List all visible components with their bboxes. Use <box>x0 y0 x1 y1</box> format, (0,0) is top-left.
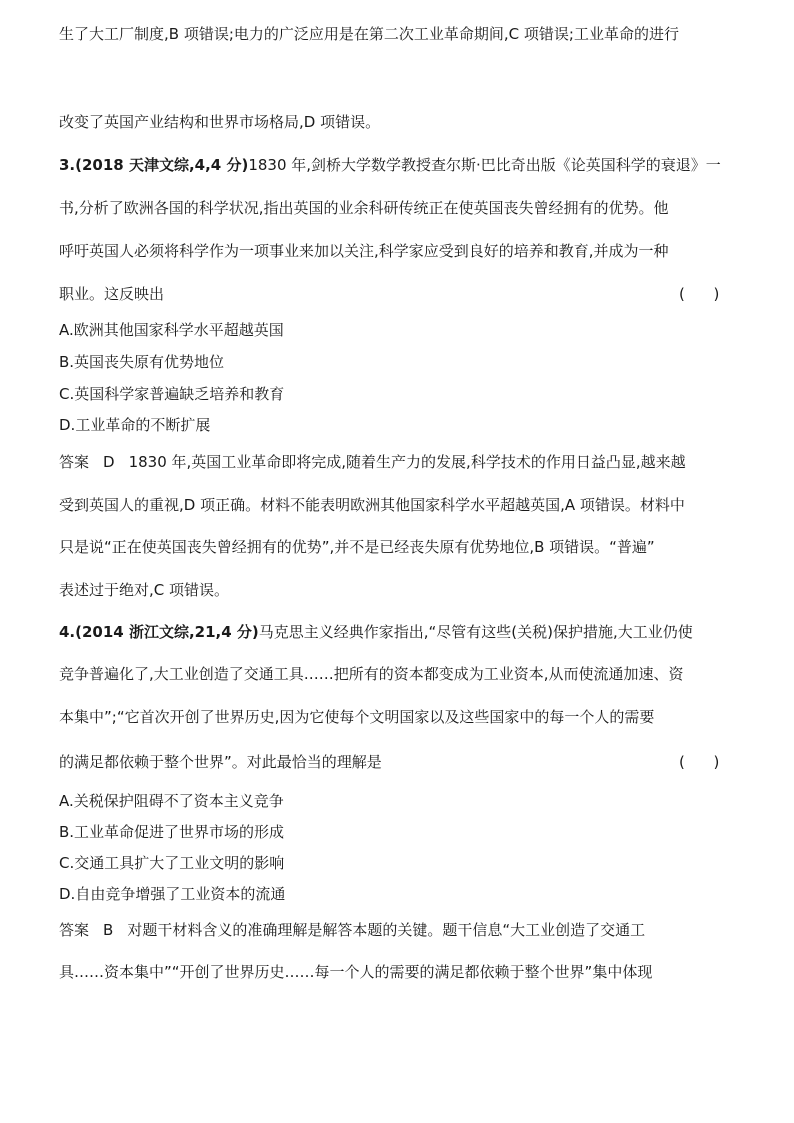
question-3-answer-line-4: 表述过于绝对,C 项错误。 <box>59 581 230 599</box>
question-3-answer-text: 1830 年,英国工业革命即将完成,随着生产力的发展,科学技术的作用日益凸显,越来越 <box>128 453 686 471</box>
question-4-option-c: C.交通工具扩大了工业文明的影响 <box>59 854 285 872</box>
question-4-answer-text: 对题干材料含义的准确理解是解答本题的关键。题干信息“大工业创造了交通工 <box>127 921 646 939</box>
question-3-option-c: C.英国科学家普遍缺乏培养和教育 <box>59 385 285 403</box>
question-4-stem-line-1 <box>59 622 739 642</box>
question-4-option-d: D.自由竞争增强了工业资本的流通 <box>59 885 286 903</box>
question-3-stem-line-3: 呼吁英国人必须将科学作为一项事业来加以关注,科学家应受到良好的培养和教育,并成为一种 <box>59 242 669 260</box>
question-4-answer-letter: B <box>103 921 114 939</box>
question-4-answer-label: 答案 <box>59 921 90 939</box>
question-3-answer-letter: D <box>103 453 115 471</box>
question-4-answer-line-2: 具……资本集中”“开创了世界历史……每一个人的需要的满足都依赖于整个世界”集中体现 <box>59 963 653 981</box>
question-3-option-b: B.英国丧失原有优势地位 <box>59 353 225 371</box>
continuation-line-1: 生了大工厂制度,B 项错误;电力的广泛应用是在第二次工业革命期间,C 项错误;工业革命的进行 <box>59 25 679 43</box>
question-3-stem-line-1 <box>59 155 739 175</box>
question-4-option-b: B.工业革命促进了世界市场的形成 <box>59 823 285 841</box>
question-3-stem-line-2: 书,分析了欧洲各国的科学状况,指出英国的业余科研传统正在使英国丧失曾经拥有的优势。他 <box>59 199 669 217</box>
question-3-source: (2018 天津文综,4,4 分) <box>75 156 249 174</box>
question-4-source: (2014 浙江文综,21,4 分) <box>75 623 259 641</box>
question-3-answer-line-1 <box>59 452 739 472</box>
question-3-stem-line-4: 职业。这反映出 <box>59 285 165 303</box>
question-4-stem-line-3: 本集中”;“它首次开创了世界历史,因为它使每个文明国家以及这些国家中的每一个人的需要 <box>59 708 655 726</box>
question-3-option-a: A.欧洲其他国家科学水平超越英国 <box>59 321 284 339</box>
question-4-answer-blank: ( ) <box>679 753 720 771</box>
question-4-stem-line-4: 的满足都依赖于整个世界”。对此最恰当的理解是 <box>59 753 382 771</box>
question-4-answer-line-1 <box>59 920 739 940</box>
question-4-number: 4. <box>59 623 76 641</box>
question-4-stem-line-2: 竞争普遍化了,大工业创造了交通工具……把所有的资本都变成为工业资本,从而使流通加速、资 <box>59 665 684 683</box>
question-3-stem-text: 1830 年,剑桥大学数学教授查尔斯·巴比奇出版《论英国科学的衰退》一 <box>248 156 721 174</box>
question-3-answer-line-2: 受到英国人的重视,D 项正确。材料不能表明欧洲其他国家科学水平超越英国,A 项错误。材料中 <box>59 496 685 514</box>
question-4-option-a: A.关税保护阻碍不了资本主义竞争 <box>59 792 284 810</box>
question-3-number: 3. <box>59 156 76 174</box>
question-4-stem-text: 马克思主义经典作家指出,“尽管有这些(关税)保护措施,大工业仍使 <box>258 623 693 641</box>
question-3-answer-label: 答案 <box>59 453 90 471</box>
continuation-line-2: 改变了英国产业结构和世界市场格局,D 项错误。 <box>59 113 381 131</box>
question-3-answer-blank: ( ) <box>679 285 720 303</box>
question-3-option-d: D.工业革命的不断扩展 <box>59 416 211 434</box>
question-3-answer-line-3: 只是说“正在使英国丧失曾经拥有的优势”,并不是已经丧失原有优势地位,B 项错误。“普遍” <box>59 538 655 556</box>
